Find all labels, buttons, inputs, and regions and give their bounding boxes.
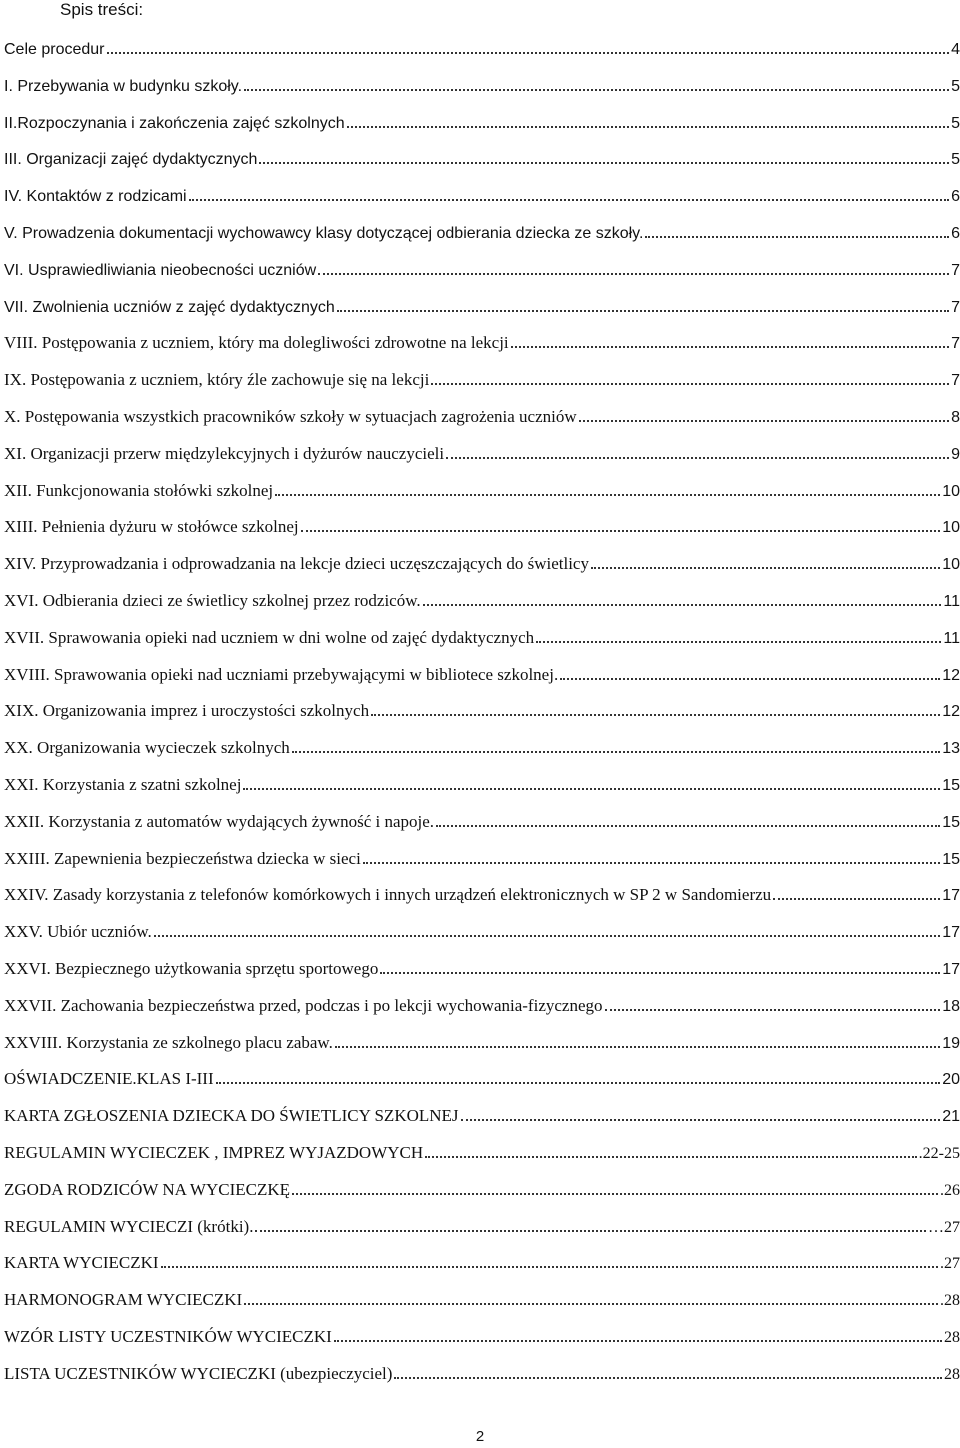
toc-entry-page: 28 (944, 1329, 960, 1346)
toc-entry[interactable] (4, 990, 960, 1016)
toc-entry-title: XVI. Odbierania dzieci ze świetlicy szkolnej przez rodziców. (4, 591, 421, 610)
toc-entry-page: 18 (942, 997, 960, 1015)
toc-entry-page: 7 (951, 372, 960, 390)
toc-dot-leader (511, 344, 949, 348)
toc-dot-leader (645, 234, 949, 238)
toc-entry-page: .27 (940, 1255, 960, 1273)
toc-entry-page: 28 (944, 1365, 960, 1383)
toc-entry-title: II.Rozpoczynania i zakończenia zajęć szkolnych (4, 114, 345, 132)
toc-entry[interactable] (4, 107, 960, 133)
toc-entry-title: XXI. Korzystania z szatni szkolnej (4, 775, 242, 794)
toc-entry-title: VII. Zwolnienia uczniów z zajęć dydaktycznych (4, 298, 335, 316)
toc-entry[interactable] (4, 143, 960, 169)
toc-entry[interactable] (4, 916, 960, 942)
toc-entry[interactable] (4, 327, 960, 353)
toc-dot-leader (243, 786, 940, 790)
toc-entry[interactable] (4, 548, 960, 574)
toc-entry-page: 10 (942, 482, 960, 500)
toc-entry-page: 12 (942, 666, 960, 684)
toc-entry-title: XIV. Przyprowadzania i odprowadzania na lekcje dzieci uczęszczających do świetlicy (4, 554, 589, 574)
toc-dot-leader (436, 823, 940, 827)
toc-dot-leader (216, 1080, 941, 1084)
toc-dot-leader (259, 160, 949, 164)
toc-entry-title: HARMONOGRAM WYCIECZKI (4, 1290, 243, 1310)
toc-entry[interactable] (4, 1174, 960, 1200)
toc-entry-page: 11 (943, 629, 960, 647)
toc-entry-page: 17 (942, 887, 960, 905)
toc-entry-page: .22-25 (918, 1145, 960, 1162)
toc-dot-leader (423, 602, 942, 606)
toc-entry-title: VIII. Postępowania z uczniem, który ma dolegliwości zdrowotne na lekcji (4, 333, 509, 353)
toc-entry-page: 19 (942, 1034, 960, 1052)
toc-entry-title: XIII. Pełnienia dyżuru w stołówce szkolnej (4, 517, 299, 537)
toc-dot-leader (431, 381, 949, 385)
toc-entry-title: XI. Organizacji przerw międzylekcyjnych i dyżurów nauczycieli (4, 443, 445, 463)
toc-dot-leader (318, 271, 949, 275)
toc-entry-title: WZÓR LISTY UCZESTNIKÓW WYCIECZKI (4, 1327, 332, 1346)
toc-dot-leader (107, 50, 950, 54)
toc-entry-title: REGULAMIN WYCIECZEK , IMPREZ WYJAZDOWYCH (4, 1143, 424, 1162)
toc-entry-title: III. Organizacji zajęć dydaktycznych (4, 151, 258, 169)
toc-entry[interactable] (4, 364, 960, 390)
toc-entry-page: 10 (942, 556, 960, 574)
toc-entry-title: IX. Postępowania z uczniem, który źle zachowuje się na lekcji (4, 370, 430, 390)
toc-entry-page: 5 (951, 77, 960, 95)
toc-entry-page: 10 (942, 519, 960, 537)
toc-entry-title: ZGODA RODZICÓW NA WYCIECZKĘ (4, 1179, 290, 1199)
toc-entry[interactable] (4, 695, 960, 721)
toc-entry[interactable] (4, 438, 960, 464)
toc-entry[interactable] (4, 1358, 960, 1384)
toc-entry[interactable] (4, 585, 960, 611)
toc-entry[interactable] (4, 1211, 960, 1237)
toc-dot-leader (255, 1228, 926, 1232)
toc-dot-leader (380, 970, 940, 974)
toc-entry-title: VI. Usprawiedliwiania nieobecności uczniów (4, 261, 317, 279)
toc-entry-page: 5 (951, 151, 960, 169)
toc-dot-leader (347, 124, 949, 128)
toc-entry-title: OŚWIADCZENIE.KLAS I-III (4, 1069, 214, 1089)
toc-entry[interactable] (4, 254, 960, 280)
toc-entry-title: XVIII. Sprawowania opieki nad uczniami przebywającymi w bibliotece szkolnej. (4, 664, 559, 684)
toc-entry-page: 7 (951, 335, 960, 353)
toc-entry-title: Cele procedur (4, 41, 105, 58)
toc-entry-title: XX. Organizowania wycieczek szkolnych (4, 738, 290, 758)
toc-entry-title: X. Postępowania wszystkich pracowników szkoły w sytuacjach zagrożenia uczniów (4, 407, 577, 426)
toc-entry-title: XXVII. Zachowania bezpieczeństwa przed, podczas i po lekcji wychowania-fizycznego (4, 995, 603, 1015)
toc-entry-page: 15 (942, 813, 960, 831)
toc-entry[interactable] (4, 291, 960, 317)
toc-entry-page: 11 (943, 593, 960, 610)
toc-entry[interactable] (4, 217, 960, 243)
toc-entry[interactable] (4, 511, 960, 537)
toc-dot-leader (335, 1044, 940, 1048)
toc-entry[interactable] (4, 70, 960, 96)
toc-entry[interactable] (4, 843, 960, 869)
toc-heading: Spis treści: (60, 0, 144, 19)
page-number: 2 (475, 1428, 485, 1445)
toc-entry-page: 9 (951, 445, 960, 463)
toc-entry-page: 20 (942, 1071, 960, 1089)
toc-dot-leader (591, 565, 940, 569)
toc-dot-leader (394, 1375, 942, 1379)
toc-entry-title: XXII. Korzystania z automatów wydających żywność i napoje. (4, 811, 435, 831)
toc-dot-leader (244, 1301, 938, 1305)
toc-entry[interactable] (4, 1247, 960, 1273)
toc-entry[interactable] (4, 732, 960, 758)
toc-entry-title: XVII. Sprawowania opieki nad uczniem w dni wolne od zajęć dydaktycznych (4, 627, 535, 647)
toc-entry-page: 13 (942, 740, 960, 758)
toc-entry[interactable] (4, 1321, 960, 1347)
toc-entry-title: XXVIII. Korzystania ze szkolnego placu zabaw. (4, 1032, 333, 1052)
toc-entry-page: 6 (951, 225, 960, 242)
toc-dot-leader (579, 418, 949, 422)
toc-entry-page: 7 (951, 298, 960, 316)
toc-entry[interactable] (4, 1137, 960, 1163)
toc-dot-leader (461, 1117, 941, 1121)
toc-dot-leader (334, 1338, 942, 1342)
toc-entry-title: REGULAMIN WYCIECZI (krótki). (4, 1216, 254, 1236)
toc-entry-title: V. Prowadzenia dokumentacji wychowawcy klasy dotyczącej odbierania dziecka ze szkoły. (4, 225, 644, 242)
toc-entry[interactable] (4, 180, 960, 206)
toc-dot-leader (425, 1154, 917, 1158)
toc-entry-page: 15 (942, 850, 960, 868)
toc-dot-leader (189, 197, 949, 201)
toc-entry[interactable] (4, 1100, 960, 1126)
toc-entry-page: 12 (942, 703, 960, 721)
toc-entry[interactable] (4, 622, 960, 648)
toc-dot-leader (275, 492, 940, 496)
toc-entry-page: 7 (951, 261, 960, 279)
toc-entry[interactable] (4, 1063, 960, 1089)
toc-dot-leader (371, 712, 940, 716)
toc-entry-title: XXVI. Bezpiecznego użytkowania sprzętu sportowego (4, 959, 379, 978)
toc-entry[interactable] (4, 475, 960, 501)
toc-entry-page: 4 (951, 41, 960, 58)
toc-entry-page: 15 (942, 777, 960, 794)
toc-entry-title: XXIV. Zasady korzystania z telefonów komórkowych i innych urządzeń elektronicznych w SP 2 w Sandomierzu (4, 885, 772, 905)
toc-entry-page: 21 (942, 1108, 960, 1126)
toc-dot-leader (337, 308, 949, 312)
toc-dot-leader (292, 1191, 938, 1195)
toc-entry-page: 6 (951, 188, 960, 206)
toc-entry-title: XIX. Organizowania imprez i uroczystości szkolnych (4, 701, 370, 721)
toc-dot-leader (605, 1007, 941, 1011)
toc-entry-page: …27 (928, 1218, 960, 1236)
toc-dot-leader (161, 1264, 938, 1268)
toc-entry-title: XXIII. Zapewnienia bezpieczeństwa dziecka w sieci (4, 848, 361, 868)
toc-entry-page: 8 (951, 409, 960, 426)
toc-entry[interactable] (4, 33, 960, 59)
toc-entry-title: KARTA WYCIECZKI (4, 1253, 159, 1273)
toc-dot-leader (446, 455, 949, 459)
toc-dot-leader (154, 933, 940, 937)
toc-entry-page: .28 (940, 1292, 960, 1310)
toc-entry[interactable] (4, 953, 960, 979)
toc-entry-title: I. Przebywania w budynku szkoły. (4, 77, 243, 95)
toc-entry-page: .26 (940, 1181, 960, 1199)
toc-dot-leader (773, 896, 940, 900)
toc-entry-page: 17 (942, 961, 960, 978)
toc-dot-leader (560, 676, 940, 680)
toc-dot-leader (301, 528, 941, 532)
toc-entry-page: 5 (951, 114, 960, 132)
toc-entry[interactable] (4, 659, 960, 685)
toc-dot-leader (244, 87, 949, 91)
toc-entry[interactable] (4, 769, 960, 795)
toc-entry[interactable] (4, 806, 960, 832)
toc-entry-title: XXV. Ubiór uczniów. (4, 922, 152, 942)
toc-dot-leader (363, 860, 940, 864)
toc-entry-title: IV. Kontaktów z rodzicami (4, 188, 187, 206)
toc-entry-page: 17 (942, 924, 960, 942)
toc-entry-title: LISTA UCZESTNIKÓW WYCIECZKI (ubezpieczyciel) (4, 1363, 393, 1383)
toc-entry[interactable] (4, 1027, 960, 1053)
toc-entry[interactable] (4, 1284, 960, 1310)
toc-entry[interactable] (4, 401, 960, 427)
toc-entry[interactable] (4, 879, 960, 905)
toc-entry-title: KARTA ZGŁOSZENIA DZIECKA DO ŚWIETLICY SZKOLNEJ (4, 1106, 459, 1126)
toc-dot-leader (292, 749, 940, 753)
toc-dot-leader (536, 639, 941, 643)
toc-entry-title: XII. Funkcjonowania stołówki szkolnej (4, 480, 274, 500)
